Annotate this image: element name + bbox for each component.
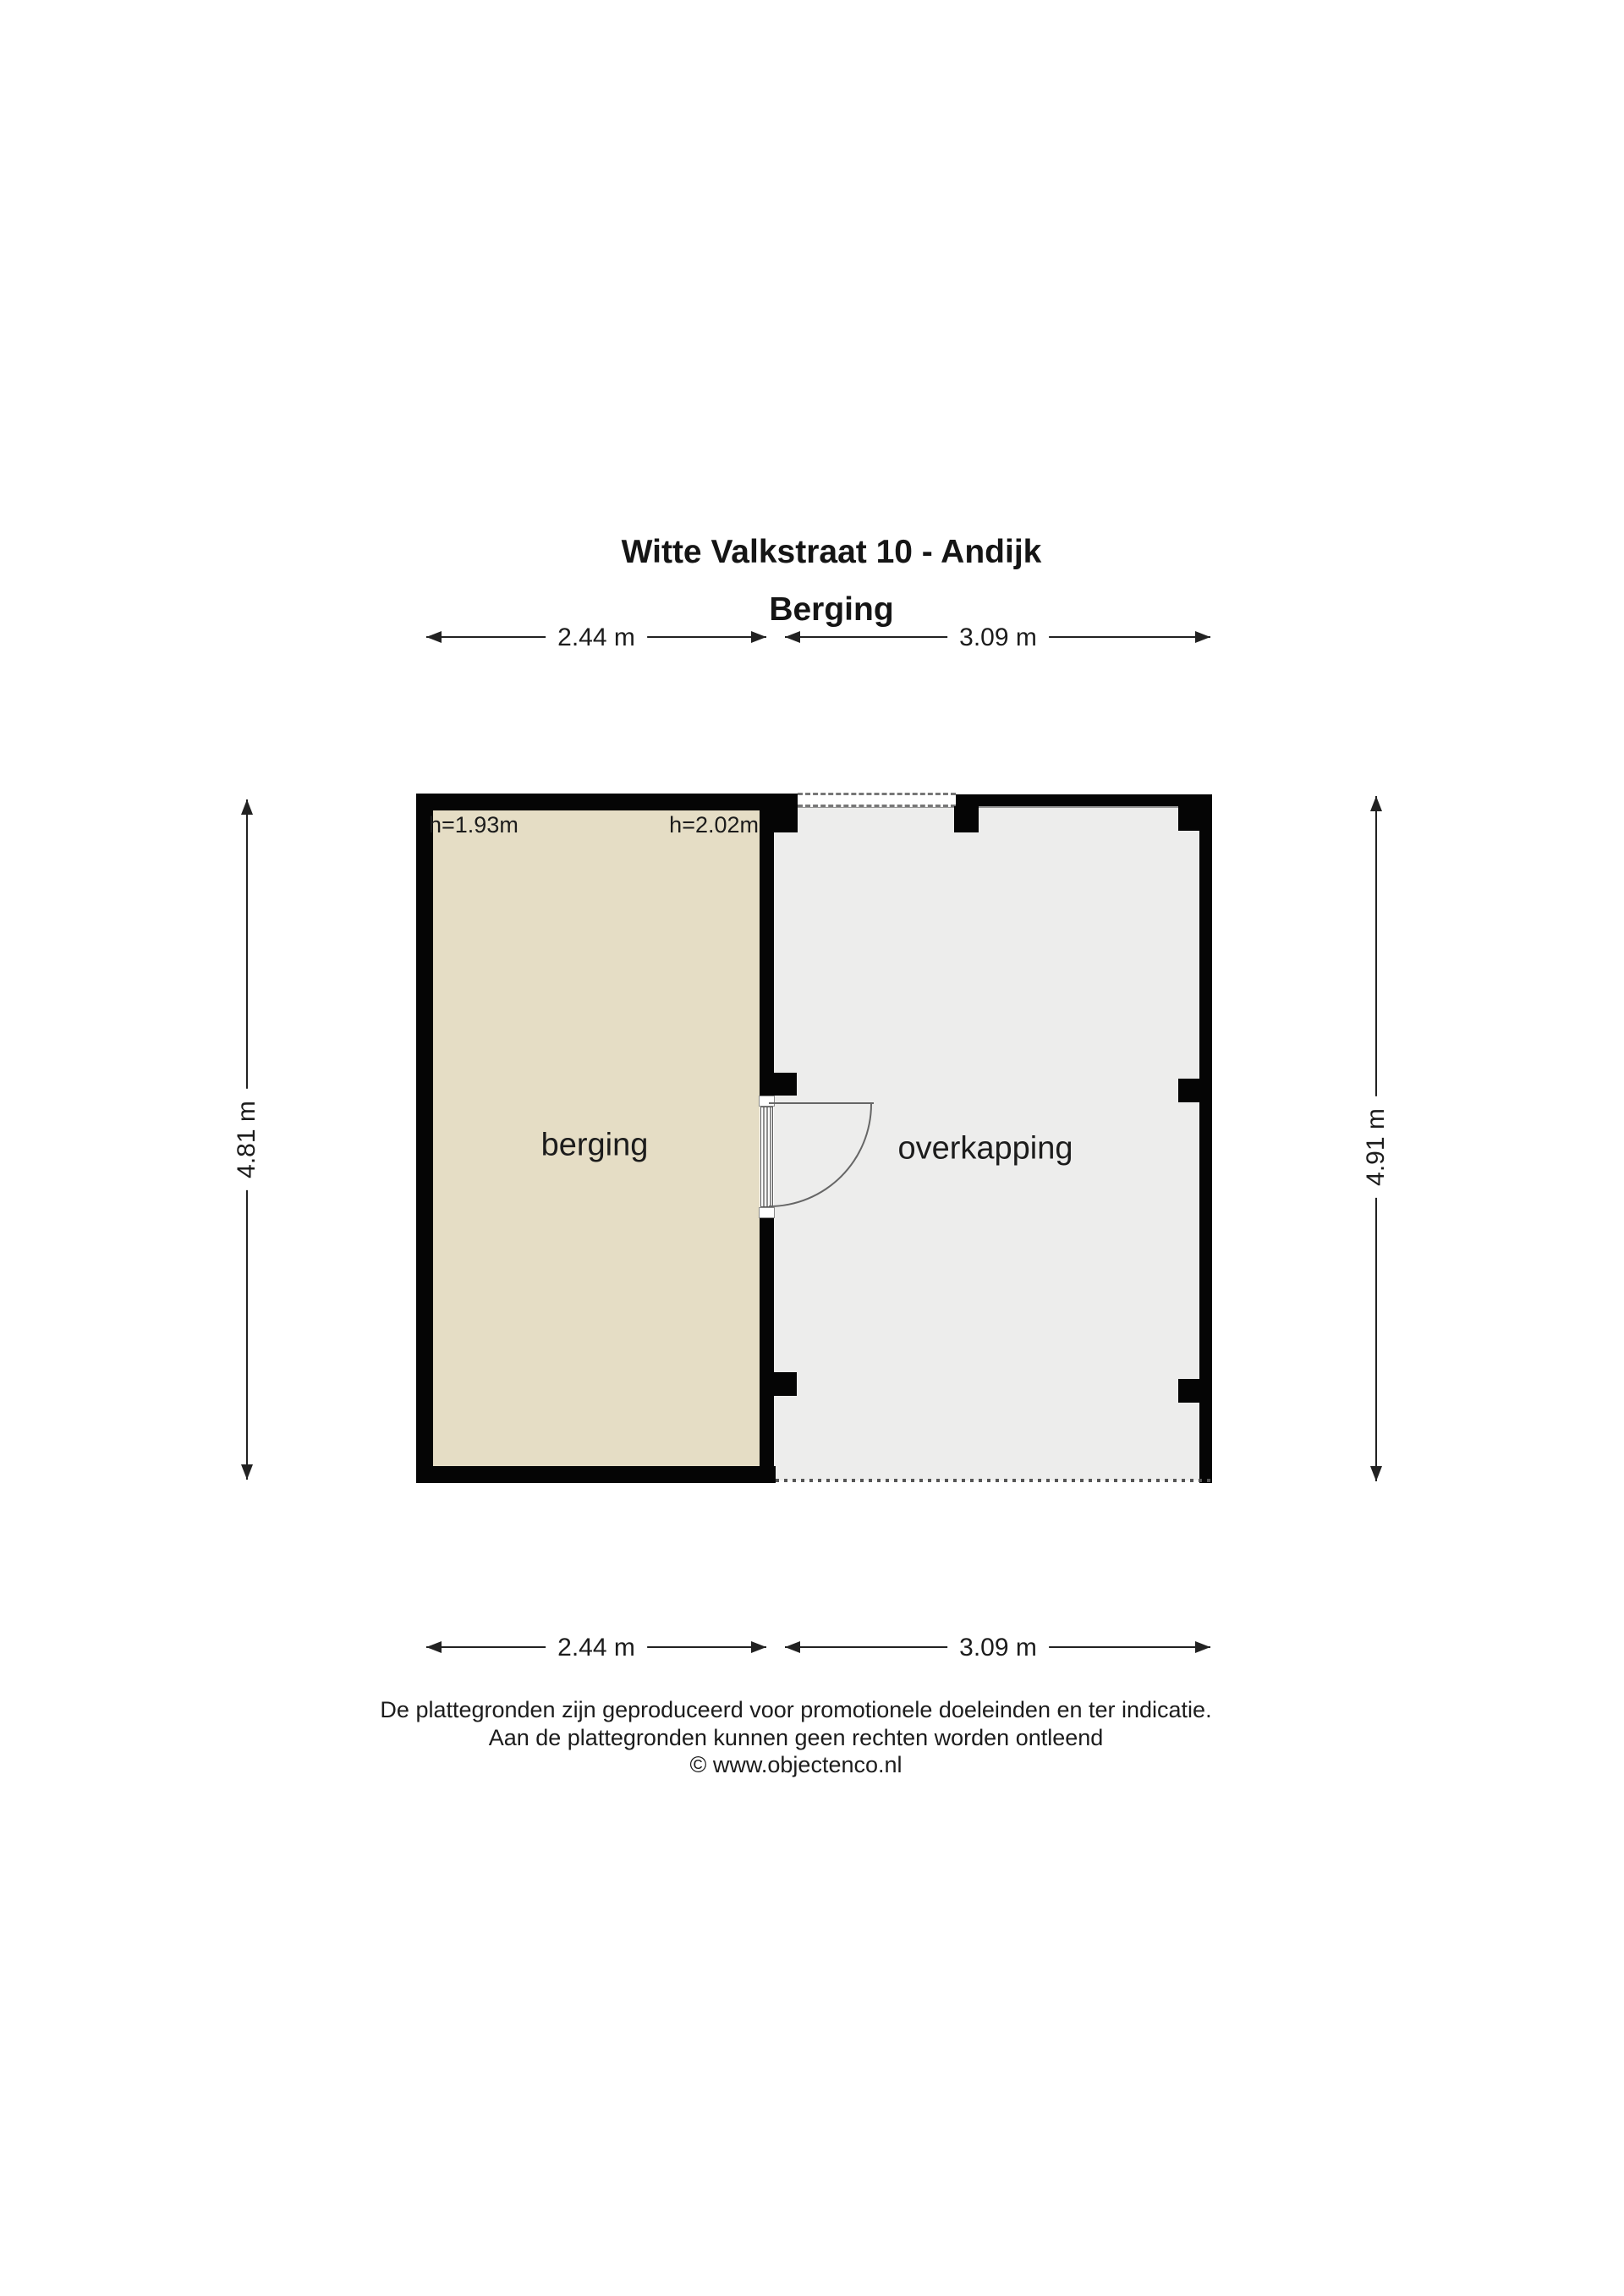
wall-right bbox=[1199, 794, 1212, 1483]
room-label-berging: berging bbox=[540, 1127, 649, 1163]
pillar-divider-low bbox=[774, 1372, 797, 1396]
room-label-overkapping: overkapping bbox=[897, 1130, 1073, 1167]
wall-top-berging bbox=[416, 794, 760, 810]
pillar-top-center bbox=[954, 806, 979, 832]
dim-label-left: 4.81 m bbox=[233, 1089, 261, 1190]
pillar-divider-mid bbox=[774, 1073, 797, 1096]
disclaimer-line-2: Aan de plattegronden kunnen geen rechten worden ontleend bbox=[488, 1725, 1104, 1750]
open-edge-dotted bbox=[776, 1479, 1212, 1482]
disclaimer-line-1: De plattegronden zijn geproduceerd voor promotionele doeleinden en ter indicatie. bbox=[380, 1697, 1212, 1722]
dim-label-right: 4.91 m bbox=[1362, 1096, 1391, 1198]
dim-label-top-left: 2.44 m bbox=[546, 623, 647, 652]
arrow-left-icon bbox=[426, 1641, 442, 1653]
dim-label-top-right: 3.09 m bbox=[947, 623, 1049, 652]
wall-opening-dashed bbox=[798, 793, 956, 807]
arrow-down-icon bbox=[1370, 1466, 1382, 1481]
arrow-right-icon bbox=[751, 631, 766, 643]
wall-junction-block bbox=[760, 794, 798, 832]
door-jamb-bottom bbox=[759, 1207, 775, 1218]
arrow-right-icon bbox=[1195, 631, 1210, 643]
pillar-right-low bbox=[1178, 1379, 1199, 1403]
arrow-right-icon bbox=[1195, 1641, 1210, 1653]
height-label-left: h=1.93m bbox=[429, 812, 518, 838]
height-label-right: h=2.02m bbox=[669, 812, 759, 838]
dim-label-bottom-right: 3.09 m bbox=[947, 1634, 1049, 1662]
arrow-left-icon bbox=[785, 631, 800, 643]
wall-top-overkapping bbox=[956, 794, 1212, 806]
dim-label-bottom-left: 2.44 m bbox=[546, 1634, 647, 1662]
arrow-right-icon bbox=[751, 1641, 766, 1653]
arrow-down-icon bbox=[241, 1464, 253, 1480]
pillar-right-top bbox=[1178, 806, 1199, 831]
wall-divider-top bbox=[760, 794, 774, 1096]
arrow-up-icon bbox=[241, 799, 253, 815]
pillar-right-mid bbox=[1178, 1079, 1199, 1102]
arrow-up-icon bbox=[1370, 796, 1382, 811]
arrow-left-icon bbox=[785, 1641, 800, 1653]
disclaimer-line-3: © www.objectenco.nl bbox=[689, 1752, 903, 1777]
page-title: Witte Valkstraat 10 - Andijk bbox=[621, 534, 1042, 570]
wall-divider-bottom bbox=[760, 1218, 774, 1483]
wall-left bbox=[416, 794, 433, 1483]
page-subtitle: Berging bbox=[769, 591, 894, 628]
wall-bottom-berging bbox=[416, 1466, 776, 1483]
arrow-left-icon bbox=[426, 631, 442, 643]
